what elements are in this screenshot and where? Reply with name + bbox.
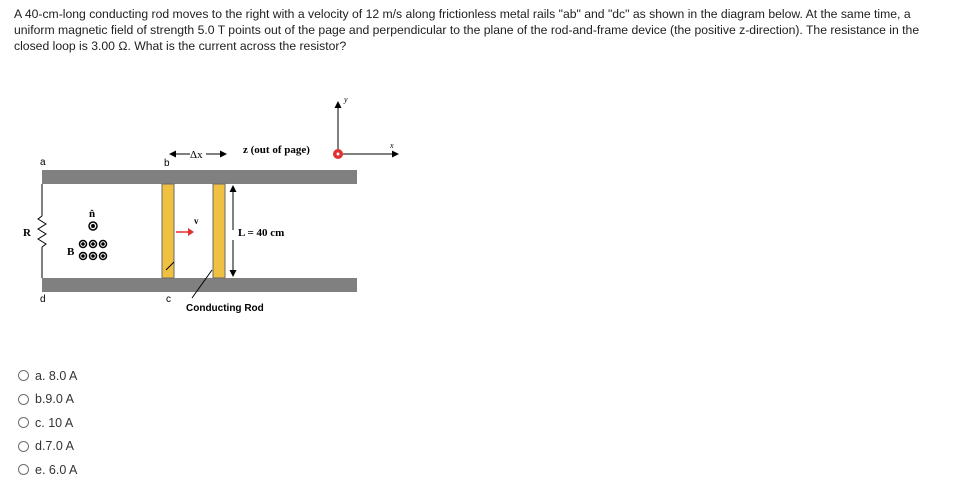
field-dots <box>80 222 107 260</box>
option-label: a. 8.0 A <box>35 368 78 383</box>
option-label: b.9.0 A <box>35 392 74 407</box>
label-R: R <box>23 227 31 239</box>
label-n-hat: n̂ <box>89 208 96 220</box>
option-a[interactable] <box>18 364 77 388</box>
question-text: A 40-cm-long conducting rod moves to the right with a velocity of 12 m/s along frictionless metal rails "ab" and "dc" as shown in the diagram below. At the same time, a uniform magnetic field of strength 5.0 T points out of the page and perpendicular to the plane of the rod-and-frame device (the positive z-direction). The resistance in the closed loop is 3.00 Ω. What is the current across the resistor? <box>14 7 920 53</box>
radio-button[interactable] <box>18 417 29 428</box>
option-label: c. 10 A <box>35 415 74 430</box>
option-label: e. 6.0 A <box>35 462 78 477</box>
radio-button[interactable] <box>18 441 29 452</box>
label-a: a <box>40 157 46 168</box>
option-b[interactable] <box>18 388 77 412</box>
option-e[interactable] <box>18 458 77 482</box>
top-rail <box>42 170 357 184</box>
option-label: d.7.0 A <box>35 439 74 454</box>
label-dx: Δx <box>190 149 203 161</box>
radio-button[interactable] <box>18 370 29 381</box>
label-length: L = 40 cm <box>238 227 285 239</box>
conducting-rod <box>213 184 225 278</box>
resistor <box>38 184 46 278</box>
label-c: c <box>166 294 171 305</box>
answer-options <box>18 364 77 482</box>
radio-button[interactable] <box>18 464 29 475</box>
label-B: B <box>67 246 75 258</box>
label-v: v <box>194 216 199 226</box>
label-conducting-rod: Conducting Rod <box>186 303 264 314</box>
bottom-rail <box>42 278 357 292</box>
option-c[interactable] <box>18 411 77 435</box>
label-z: z (out of page) <box>243 144 310 156</box>
label-x: x <box>390 141 394 150</box>
label-y: y <box>344 95 348 104</box>
label-b: b <box>164 158 170 169</box>
radio-button[interactable] <box>18 394 29 405</box>
label-d: d <box>40 294 46 305</box>
option-d[interactable] <box>18 435 77 459</box>
